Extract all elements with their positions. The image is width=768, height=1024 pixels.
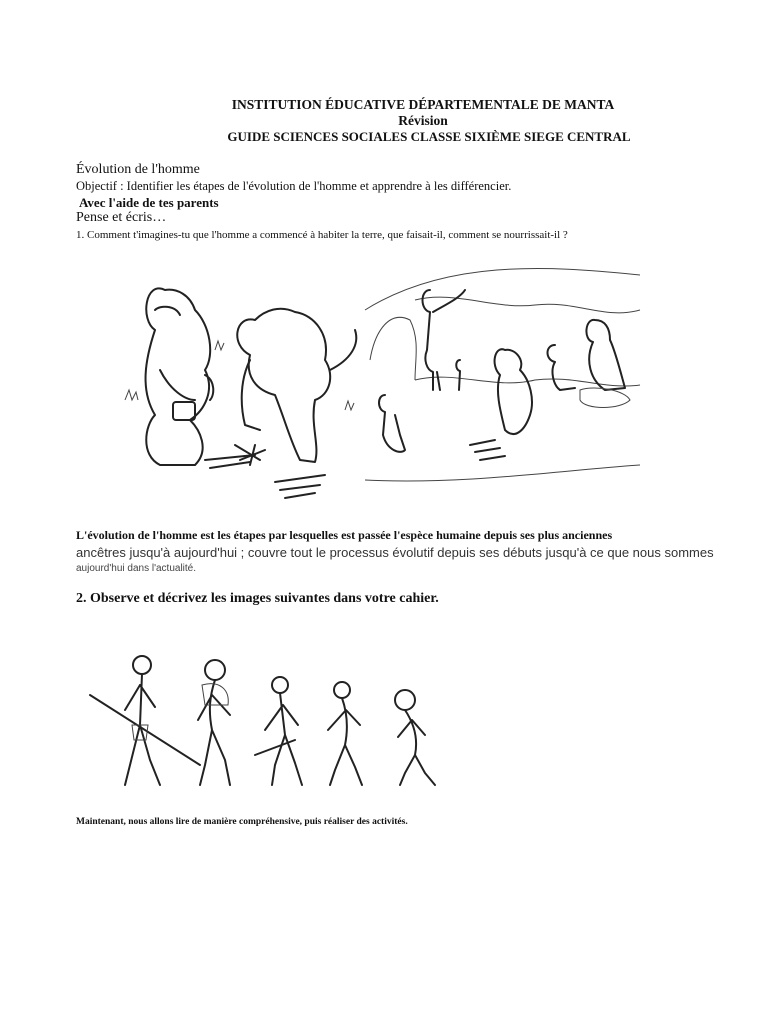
question-2: 2. Observe et décrivez les images suivantes dans votre cahier. <box>76 591 439 606</box>
definition-line-2: ancêtres jusqu'à aujourd'hui ; couvre tout le processus évolutif depuis ses débuts jusqu'à ce que nous sommes <box>76 545 714 560</box>
australopithecus-figure <box>328 682 362 785</box>
objective-text: Objectif : Identifier les étapes de l'évolution de l'homme et apprendre à les différencier. <box>76 179 512 193</box>
modern-human-figure <box>90 656 200 785</box>
footer-note: Maintenant, nous allons lire de manière compréhensive, puis réaliser des activités. <box>76 817 408 827</box>
early-primate-figure <box>395 690 435 785</box>
crouching-caveman-left <box>146 288 214 465</box>
section-title: Évolution de l'homme <box>76 162 200 177</box>
evolution-sequence-illustration <box>80 645 470 810</box>
guide-title: GUIDE SCIENCES SOCIALES CLASSE SIXIÈME SIEGE CENTRAL <box>227 129 631 144</box>
neanderthal-figure <box>198 660 230 785</box>
crouching-caveman-right <box>235 309 356 465</box>
cave-people-illustration <box>115 250 645 520</box>
parents-note: Avec l'aide de tes parents <box>79 195 219 210</box>
pense-prompt: Pense et écris… <box>76 210 167 225</box>
cave-family-scene <box>365 268 640 481</box>
definition-line-3: aujourd'hui dans l'actualité. <box>76 563 197 574</box>
definition-line-1: L'évolution de l'homme est les étapes par lesquelles est passée l'espèce humaine depuis ses plus anciennes <box>76 528 613 542</box>
revision-subtitle: Révision <box>398 113 448 128</box>
homo-erectus-figure <box>255 677 302 785</box>
question-1: 1. Comment t'imagines-tu que l'homme a commencé à habiter la terre, que faisait-il, comment se nourrissait-il ? <box>76 229 568 241</box>
institution-title: INSTITUTION ÉDUCATIVE DÉPARTEMENTALE DE MANTA <box>231 97 615 112</box>
